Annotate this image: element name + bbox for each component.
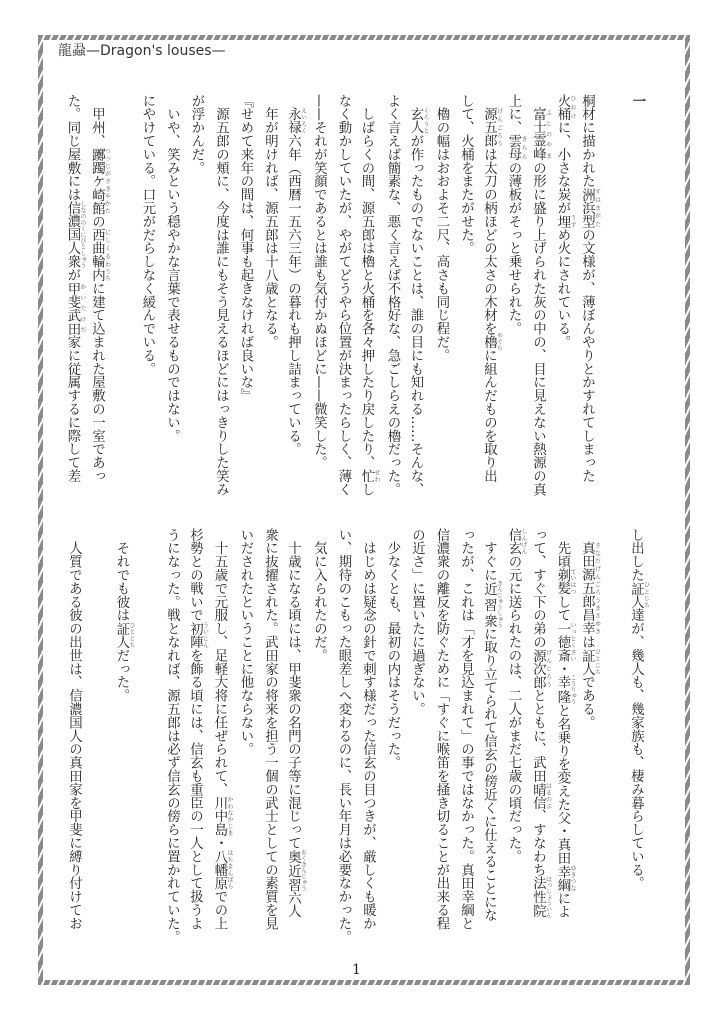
ruby-annotated-word: 証人 ひとじち (114, 621, 135, 649)
text-run: に建て込まれた屋敷の一室であっ (89, 281, 105, 483)
ruby-annotated-word: 永禄 えいろく (285, 107, 307, 135)
furigana: さなだげんごろうまさゆき (593, 541, 601, 636)
text-run: 、すなわち (530, 809, 546, 877)
furigana: ひとじち (593, 648, 601, 676)
text-run: 桐材に描かれた (579, 94, 595, 188)
text-run: うになった。戦となれば、源五郎は必ず信玄の傍らに置かれていた。 (164, 528, 180, 944)
blank-column (110, 94, 135, 504)
text-column (159, 94, 184, 504)
blank-column (600, 528, 625, 958)
ruby-annotated-word: 信濃国人衆 しなののくにびとしゅう (65, 201, 86, 269)
text-column (135, 94, 160, 504)
text-column (331, 528, 356, 958)
text-run: の薄板がそっと乗せられた。 (506, 161, 521, 336)
text-run: 杉勢との戦いで (187, 528, 203, 622)
text-run: 家に従属するに際して差 (65, 335, 80, 483)
ruby-annotated-word: 法性院 ほっしょういん (530, 876, 552, 919)
ruby-annotated-word: 埋 うず (555, 214, 576, 229)
text-column (61, 94, 86, 504)
ruby-annotated-word: 晴信 はるのぶ (530, 782, 552, 810)
text-run (531, 94, 546, 107)
text-run: め火にされている。 (555, 228, 570, 349)
text-column (625, 528, 650, 958)
page-number: 1 (352, 962, 361, 978)
text-run: しばらくの間、源五郎は櫓と火桶を各々押したり戻したり、 (359, 94, 374, 470)
text-run (482, 94, 497, 107)
text-run: し (359, 482, 374, 497)
text-column (478, 94, 503, 504)
text-column (306, 94, 331, 504)
text-run: にやけている。口元がだらしなく緩んでいる。 (140, 94, 155, 376)
text-run (408, 94, 423, 107)
furigana: こうりゅう (569, 674, 576, 705)
text-run: 衆に抜擢された。武田家の将来を担う一個の武士としての素質を見 (262, 528, 278, 930)
upper-text-block (61, 94, 649, 504)
text-column (551, 94, 576, 504)
text-column (86, 94, 111, 504)
ruby-annotated-word: 火桶 ひおけ (555, 94, 576, 121)
ruby-annotated-word: 剃髪 ていはつ (555, 568, 576, 596)
text-run: は太刀の柄ほどの太さの木材を (481, 147, 497, 336)
text-run: に、小さな炭が (555, 120, 570, 215)
text-run: 六人 (285, 891, 301, 918)
text-run: だった。 (114, 648, 129, 703)
text-column (429, 94, 454, 504)
text-run: とともに、武田 (530, 688, 546, 783)
furigana: えいろく (299, 107, 307, 135)
ruby-annotated-word: 幸隆 こうりゅう (555, 674, 576, 705)
text-run: 源五郎の頬に、今度は誰にもそう見えるほどにはっきりした笑み (213, 94, 229, 496)
text-run: に取り立てられて信玄の傍近くに仕えることにな (481, 627, 497, 922)
text-column (159, 528, 184, 958)
ruby-annotated-word: 玄人 くろうと (408, 107, 429, 135)
text-run: 櫓の幅はおおよそ二尺、高さも同じ程だ。 (434, 94, 449, 362)
ruby-annotated-word: 川中島 かわなかじま (212, 796, 233, 837)
text-run: は (579, 635, 595, 649)
text-run: 先頃 (555, 528, 570, 569)
ruby-annotated-word: 証人 ひとじち (628, 581, 650, 609)
text-column (61, 528, 86, 958)
ruby-annotated-word: 櫓 やぐら (481, 332, 503, 351)
furigana: しんげん (520, 528, 527, 555)
text-column (208, 528, 233, 958)
furigana: うち (103, 268, 111, 282)
text-run: して (555, 595, 570, 622)
text-column (527, 94, 552, 504)
ruby-annotated-word: 西曲輪 にしくるわ (89, 228, 111, 269)
furigana: かわなかじま (226, 796, 233, 837)
furigana: ゆきつな (569, 864, 576, 892)
text-run: が (65, 268, 80, 282)
text-column (576, 94, 601, 504)
text-run: 達が、幾人も、幾家族も、棲み暮らしている。 (628, 608, 644, 890)
text-run: して、火桶をまたがせた。 (458, 94, 474, 255)
text-column (110, 528, 135, 958)
furigana: いっとくさい (569, 621, 576, 663)
text-run: よく言えば簡素な、悪く言えば不格好な、急ごしらえの櫓だった。 (385, 94, 400, 496)
text-run: ったが、これは「才を見込まれて」の事ではなかった。真田幸綱と (458, 528, 474, 930)
text-run: し出した (628, 528, 644, 582)
text-run: ・ (212, 836, 227, 850)
text-column (331, 94, 356, 504)
furigana: しなののくにびとしゅう (79, 201, 86, 269)
text-column (355, 528, 380, 958)
lower-text-block (61, 528, 649, 958)
blank-column (86, 528, 111, 958)
furigana: やぐら (495, 332, 503, 351)
text-column (502, 94, 527, 504)
text-column (478, 528, 503, 958)
text-column (282, 94, 307, 504)
text-run: が浮かんだ。 (189, 94, 204, 175)
text-run: 『せめて来年の間は、何事も起きなければ良いな』 (238, 94, 253, 403)
furigana: ういじん (201, 621, 209, 649)
furigana: にしくるわ (103, 228, 111, 269)
text-run: い、期待のこもった眼差しへ変わるのに、長い年月は必要なかった。 (336, 528, 351, 944)
text-column (257, 94, 282, 504)
ruby-annotated-word: 奥近習 おくきんじゅう (285, 849, 307, 892)
text-run: 甲州、 (89, 94, 105, 148)
text-run (286, 94, 301, 107)
text-column (502, 528, 527, 958)
ruby-annotated-word: 一徳斎 いっとくさい (555, 621, 576, 663)
text-run: である。 (579, 675, 595, 730)
text-column (184, 528, 209, 958)
text-column (429, 528, 454, 958)
furigana: ていはつ (569, 568, 576, 595)
text-run: 信濃衆の離反を防ぐために「すぐに喉笛を掻き切ることが出来る程 (434, 528, 449, 930)
text-column (208, 94, 233, 504)
text-run: それでも彼は (114, 528, 129, 622)
text-column (233, 528, 258, 958)
text-column (404, 94, 429, 504)
ruby-annotated-word: 富士霊峰 ふじのやま (530, 107, 552, 162)
text-column (257, 528, 282, 958)
ruby-annotated-word: 八幡原 はちまんばら (212, 849, 233, 890)
furigana: おくきんじゅう (299, 849, 307, 892)
furigana: うず (569, 214, 576, 229)
text-run: ——それが笑顔であるとは誰も気付かぬほどに——微笑した。 (311, 94, 327, 470)
text-column (282, 528, 307, 958)
ruby-annotated-word: 証人 ひとじち (579, 648, 601, 676)
text-run: の近さ」に置いたに過ぎない。 (409, 528, 425, 716)
furigana: かいたけだ (79, 281, 86, 336)
ruby-annotated-word: 甲斐武田 かいたけだ (65, 281, 86, 336)
text-run: 年が明ければ、源五郎は十八歳となる。 (262, 94, 278, 349)
text-run: によ (555, 891, 570, 919)
text-run: 少なくとも、最初の内はそうだった。 (385, 528, 400, 770)
text-run: の元に送られたのは、二人がまだ七歳の頃だった。 (506, 554, 521, 864)
text-run: って、すぐ下の弟の (530, 528, 546, 649)
text-run: すぐに (481, 528, 497, 582)
text-run: はじめは疑念の針で刺す様だった信玄の目つきが、厳しくも暖か (360, 528, 376, 930)
blank-column (600, 94, 625, 504)
furigana: はちまんばら (226, 849, 233, 890)
text-run: と名乗りを変えた父・真田 (555, 703, 570, 865)
ruby-annotated-word: 内 うち (89, 268, 111, 282)
text-column (404, 528, 429, 958)
text-run: を飾る頃には、信玄も重臣の一人として扱うよ (187, 648, 203, 931)
text-run: が作ったものでないことは、誰の目にも知れる……そんな、 (408, 134, 423, 496)
ruby-annotated-word: 真田源五郎昌幸 さなだげんごろうまさゆき (579, 541, 601, 636)
ruby-annotated-word: 洲浜型 すはまがた (579, 187, 601, 229)
furigana: ひとじち (642, 581, 650, 609)
ruby-annotated-word: 躑躅ケ崎館 つつじがさきやかた (89, 147, 111, 215)
ruby-annotated-word: 幸綱 ゆきつな (555, 864, 576, 892)
ruby-annotated-word: 雲母 きらら (506, 134, 527, 162)
text-column (527, 528, 552, 958)
text-column (306, 528, 331, 958)
ruby-annotated-word: 信玄 しんげん (506, 528, 527, 555)
text-column (233, 94, 258, 504)
text-run (580, 528, 595, 541)
ruby-annotated-word: 近習衆 きんじゅうしゅう (481, 580, 503, 629)
text-run: の (89, 214, 105, 229)
text-run: 気に入られたのだ。 (311, 528, 327, 662)
text-run: 十歳になる頃には、甲斐衆の名門の子等に混じって (285, 528, 301, 850)
text-run: 上に、 (506, 94, 521, 135)
text-run: 六年（西暦一五六三年）の暮れも押し詰まっている。 (285, 134, 301, 456)
furigana: せわ (373, 469, 380, 483)
ruby-annotated-word: 忙 せわ (359, 469, 380, 483)
furigana: ほっしょういん (544, 876, 552, 919)
text-column (355, 94, 380, 504)
text-run: 十五歳で元服し、足軽大将に任ぜられて、 (212, 528, 227, 796)
furigana: くろうと (422, 107, 429, 135)
furigana: はるのぶ (544, 782, 552, 810)
furigana: すはまがた (593, 187, 601, 229)
text-run: の形に盛り上げられた灰の中の、目に見えない熱源の真 (530, 161, 546, 497)
text-run: ・ (555, 662, 570, 676)
text-run: の文様が、薄ぼんやりとかすれてしまった (579, 228, 595, 483)
furigana: きらら (520, 134, 527, 162)
furigana: ひおけ (569, 94, 576, 121)
text-run: いや、笑みという穏やかな言葉で表せるものではない。 (164, 94, 180, 443)
text-column (453, 528, 478, 958)
text-run: た。同じ屋敷には (65, 94, 80, 202)
furigana: ふじのやま (544, 107, 552, 162)
text-run: 人質である彼の出世は、信濃国人の真田家を甲斐に縛り付けてお (66, 528, 82, 930)
blank-column (135, 528, 160, 958)
text-run: なく動かしていたが、やがてどうやら位置が決まったらしく、薄く (336, 94, 351, 496)
text-column (576, 528, 601, 958)
text-run: いだされたということに他ならない。 (238, 528, 253, 756)
text-run: に組んだものを取り出 (481, 348, 497, 483)
furigana: つつじがさきやかた (103, 147, 111, 215)
text-column (380, 94, 405, 504)
text-column (551, 528, 576, 958)
text-column (184, 94, 209, 504)
ruby-annotated-word: 源五郎 げんごろう (481, 107, 503, 148)
text-run: での上 (212, 889, 227, 931)
furigana: げんごろう (495, 107, 503, 148)
text-column (453, 94, 478, 504)
text-run: 一 (630, 94, 645, 108)
ruby-annotated-word: 源次郎 げんじろう (530, 648, 552, 689)
furigana: げんじろう (544, 648, 552, 689)
ruby-annotated-word: 初陣 ういじん (187, 621, 209, 649)
text-column (380, 528, 405, 958)
running-header-title: 龍蝨—Dragon's louses— (58, 43, 226, 59)
furigana: ひとじち (128, 621, 135, 649)
furigana: きんじゅうしゅう (495, 580, 503, 629)
chapter-heading (625, 94, 650, 504)
